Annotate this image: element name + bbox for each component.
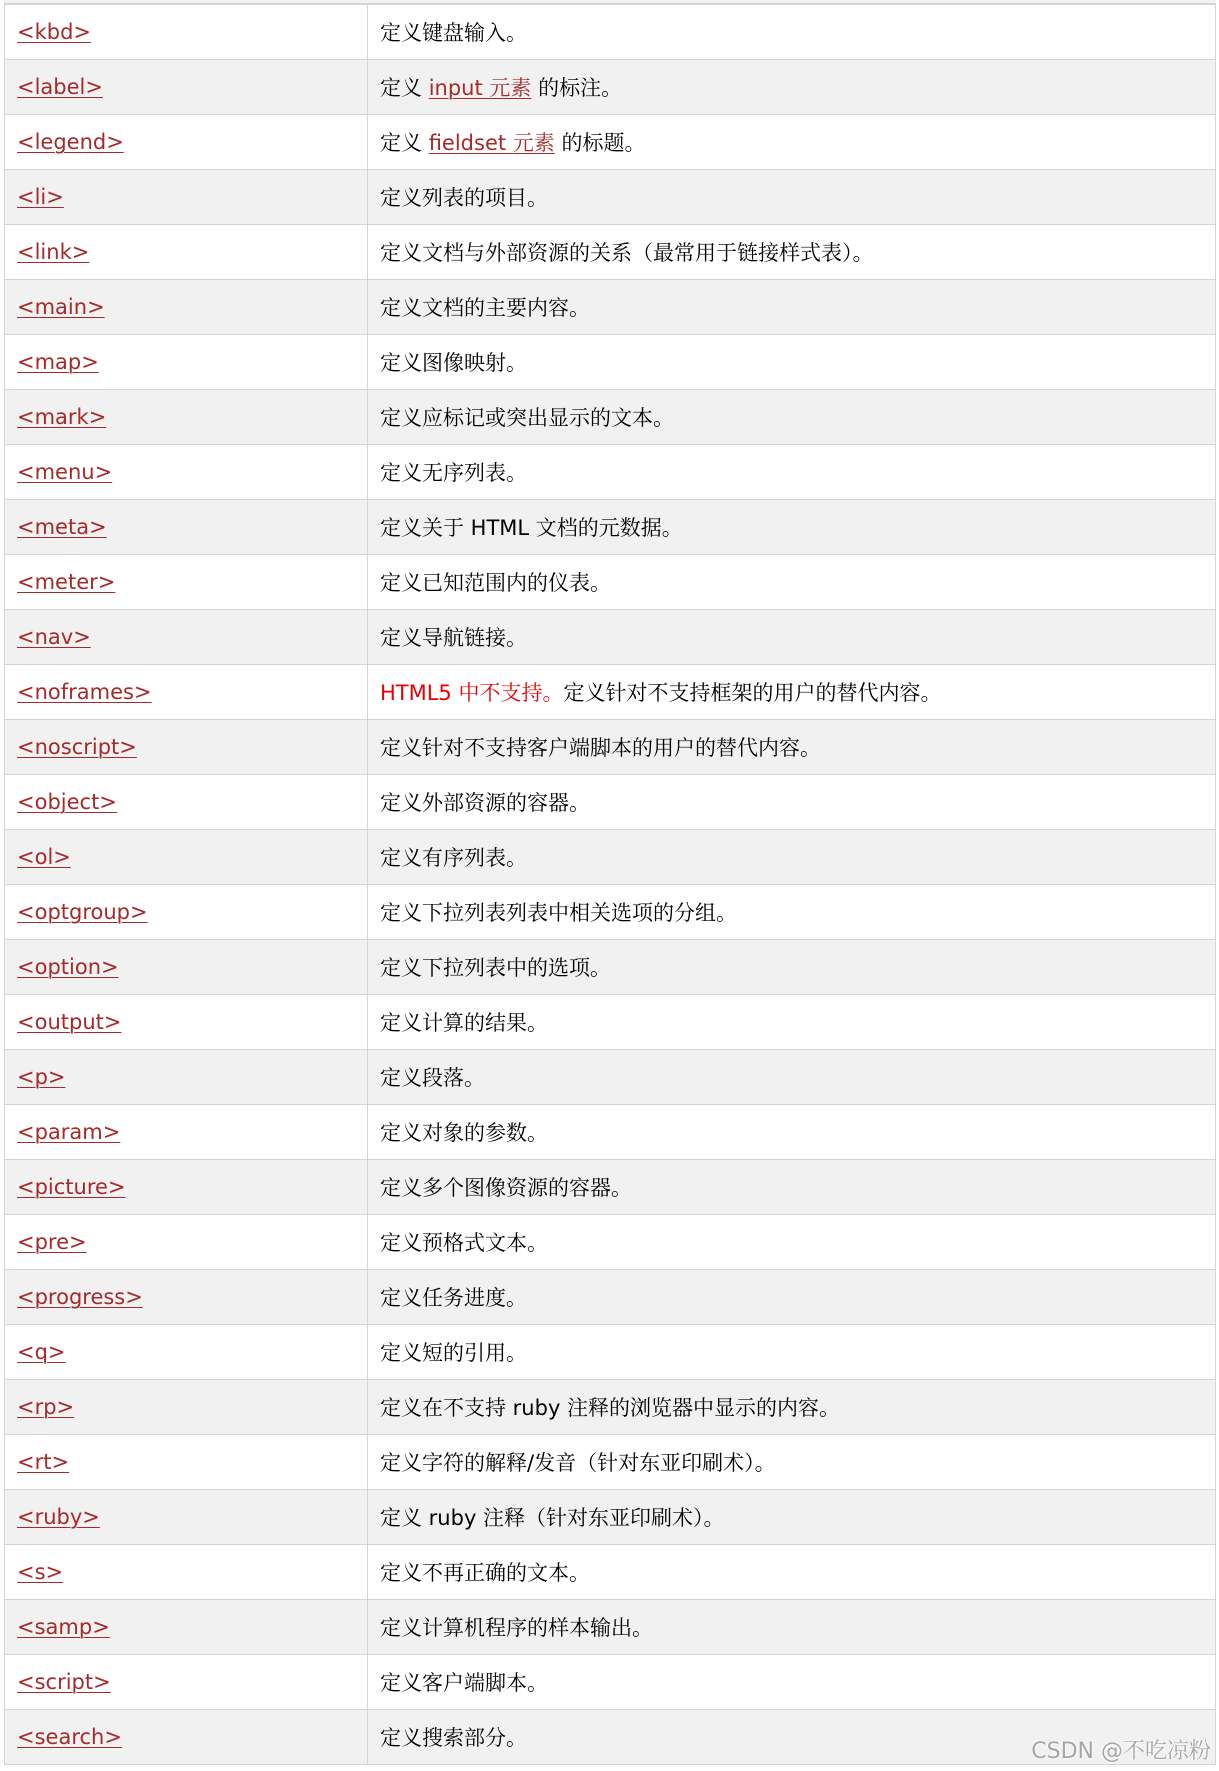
description-text: 定义应标记或突出显示的文本。 [380,406,674,430]
tag-cell [5,1490,368,1545]
tag-link[interactable]: <menu> [17,460,113,484]
table-row [5,5,1216,60]
description-text: 定义外部资源的容器。 [380,791,590,815]
tag-cell [5,1655,368,1710]
tag-cell [5,555,368,610]
description-text: 定义导航链接。 [380,626,527,650]
tag-link[interactable]: <nav> [17,625,91,649]
table-row [5,280,1216,335]
tag-cell [5,1270,368,1325]
table-row [5,665,1216,720]
tag-link[interactable]: <pre> [17,1230,87,1254]
description-cell [368,60,1216,115]
description-cell [368,5,1216,60]
table-row [5,60,1216,115]
tag-cell [5,610,368,665]
description-text: 定义搜索部分。 [380,1726,527,1750]
description-cell [368,1105,1216,1160]
description-cell [368,995,1216,1050]
description-text: 定义下拉列表中的选项。 [380,956,611,980]
table-row [5,775,1216,830]
element-link[interactable]: fieldset 元素 [428,131,555,155]
tag-cell [5,1325,368,1380]
table-row [5,1270,1216,1325]
table-row [5,1160,1216,1215]
description-cell [368,1600,1216,1655]
description-text: 定义段落。 [380,1066,485,1090]
description-text: 定义下拉列表列表中相关选项的分组。 [380,901,737,925]
tag-link[interactable]: <kbd> [17,20,92,44]
tag-link[interactable]: <map> [17,350,99,374]
tag-link[interactable]: <noscript> [17,735,137,759]
tag-link[interactable]: <mark> [17,405,107,429]
description-cell [368,500,1216,555]
description-text: 定义文档与外部资源的关系（最常用于链接样式表）。 [380,241,874,265]
tag-cell [5,1710,368,1765]
tag-link[interactable]: <meta> [17,515,107,539]
table-body [5,5,1216,1765]
description-text: 定义有序列表。 [380,846,527,870]
tag-link[interactable]: <param> [17,1120,121,1144]
description-cell [368,170,1216,225]
tag-cell [5,225,368,280]
description-text: 定义图像映射。 [380,351,527,375]
description-cell [368,665,1216,720]
description-text: 定义任务进度。 [380,1286,527,1310]
description-cell [368,555,1216,610]
tag-cell [5,830,368,885]
table-row [5,1655,1216,1710]
description-cell [368,335,1216,390]
tag-cell [5,335,368,390]
tag-link[interactable]: <noframes> [17,680,152,704]
table-row [5,170,1216,225]
tag-link[interactable]: <ruby> [17,1505,100,1529]
description-text: 的标注。 [531,76,623,100]
tag-cell [5,60,368,115]
description-text: 定义预格式文本。 [380,1231,548,1255]
table-row [5,1050,1216,1105]
description-text: 定义多个图像资源的容器。 [380,1176,632,1200]
description-text: 定义字符的解释/发音（针对东亚印刷术）。 [380,1451,776,1475]
table-row [5,390,1216,445]
description-cell [368,1380,1216,1435]
tag-link[interactable]: <li> [17,185,64,209]
tag-cell [5,720,368,775]
tag-cell [5,1050,368,1105]
table-row [5,500,1216,555]
description-cell [368,1325,1216,1380]
description-text: 定义已知范围内的仪表。 [380,571,611,595]
tag-cell [5,1105,368,1160]
description-cell [368,280,1216,335]
description-cell [368,445,1216,500]
html-tags-table [4,4,1216,1765]
unsupported-warning: HTML5 中不支持。 [380,681,564,705]
table-row [5,885,1216,940]
tag-cell [5,1435,368,1490]
tag-cell [5,1160,368,1215]
tag-link[interactable]: <search> [17,1725,122,1749]
description-text: 定义计算的结果。 [380,1011,548,1035]
description-cell [368,720,1216,775]
table-row [5,1380,1216,1435]
table-row [5,610,1216,665]
description-text: 定义短的引用。 [380,1341,527,1365]
table-row [5,1490,1216,1545]
tag-cell [5,500,368,555]
table-row [5,1325,1216,1380]
tag-link[interactable]: <progress> [17,1285,143,1309]
table-row [5,830,1216,885]
tag-cell [5,775,368,830]
table-row [5,335,1216,390]
description-text: 定义在不支持 ruby 注释的浏览器中显示的内容。 [380,1396,841,1420]
description-cell [368,225,1216,280]
description-text: 定义关于 HTML 文档的元数据。 [380,516,683,540]
tag-cell [5,1545,368,1600]
tag-cell [5,1215,368,1270]
description-cell [368,885,1216,940]
tag-link[interactable]: <rt> [17,1450,70,1474]
description-text: 定义计算机程序的样本输出。 [380,1616,653,1640]
description-text: 定义文档的主要内容。 [380,296,590,320]
tag-cell [5,445,368,500]
tag-link[interactable]: <ol> [17,845,71,869]
tag-cell [5,1380,368,1435]
tag-link[interactable]: <option> [17,955,119,979]
description-cell [368,1490,1216,1545]
table-row [5,555,1216,610]
watermark: CSDN @不吃凉粉 [1031,1739,1211,1764]
table-row [5,1435,1216,1490]
table-row [5,940,1216,995]
tag-cell [5,885,368,940]
tag-link[interactable]: <link> [17,240,90,264]
description-text: 定义对象的参数。 [380,1121,548,1145]
tag-cell [5,280,368,335]
element-link[interactable]: input 元素 [428,76,532,100]
description-text: 定义 [380,76,429,100]
tag-cell [5,940,368,995]
tag-link[interactable]: <main> [17,295,105,319]
description-cell [368,1160,1216,1215]
table-row [5,225,1216,280]
tag-link[interactable]: <q> [17,1340,66,1364]
tag-link[interactable]: <samp> [17,1615,110,1639]
tag-cell [5,665,368,720]
table-row [5,1105,1216,1160]
table-row [5,115,1216,170]
tag-link[interactable]: <output> [17,1010,122,1034]
description-cell [368,1435,1216,1490]
description-cell [368,940,1216,995]
description-text: 定义无序列表。 [380,461,527,485]
description-cell [368,830,1216,885]
table-row [5,445,1216,500]
description-cell [368,1270,1216,1325]
tag-link[interactable]: <picture> [17,1175,126,1199]
tag-link[interactable]: <p> [17,1065,66,1089]
description-cell [368,115,1216,170]
description-text: 定义客户端脚本。 [380,1671,548,1695]
tag-cell [5,995,368,1050]
tag-link[interactable]: <s> [17,1560,64,1584]
tag-cell [5,5,368,60]
description-cell [368,1050,1216,1105]
description-text: 定义列表的项目。 [380,186,548,210]
table-row [5,1600,1216,1655]
table-row [5,1545,1216,1600]
description-cell [368,1655,1216,1710]
description-cell [368,390,1216,445]
description-text: 的标题。 [554,131,646,155]
tag-cell [5,115,368,170]
tag-link[interactable]: <script> [17,1670,111,1694]
description-text: 定义针对不支持客户端脚本的用户的替代内容。 [380,736,821,760]
table-row [5,720,1216,775]
tag-cell [5,170,368,225]
table-row [5,1215,1216,1270]
description-text: 定义 [380,131,429,155]
tag-link[interactable]: <legend> [17,130,124,154]
tag-cell [5,1600,368,1655]
description-cell [368,1545,1216,1600]
tag-link[interactable]: <label> [17,75,103,99]
description-text: 定义不再正确的文本。 [380,1561,590,1585]
description-text: 定义 ruby 注释（针对东亚印刷术）。 [380,1506,725,1530]
description-text: 定义键盘输入。 [380,21,527,45]
description-cell [368,775,1216,830]
description-cell [368,1215,1216,1270]
tag-cell [5,390,368,445]
tag-link[interactable]: <object> [17,790,117,814]
tag-link[interactable]: <meter> [17,570,116,594]
description-text: 定义针对不支持框架的用户的替代内容。 [563,681,942,705]
table-row [5,995,1216,1050]
description-cell [368,610,1216,665]
tag-link[interactable]: <rp> [17,1395,75,1419]
tag-link[interactable]: <optgroup> [17,900,148,924]
